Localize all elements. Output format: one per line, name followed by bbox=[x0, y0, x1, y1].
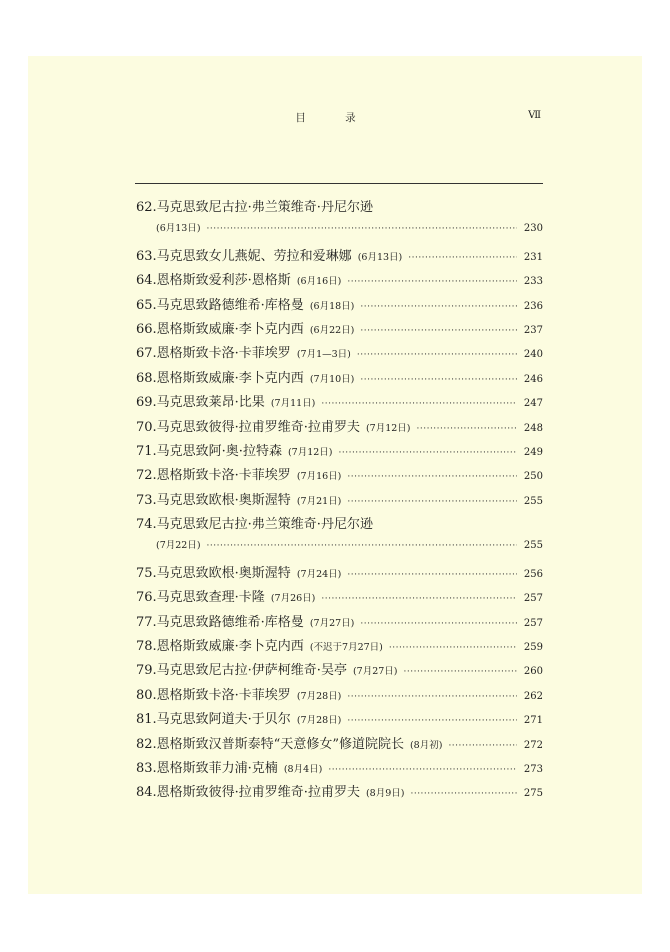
entry-page-number: 230 bbox=[523, 223, 543, 235]
toc-entry bbox=[136, 708, 543, 732]
entry-page-number: 257 bbox=[523, 617, 543, 629]
entry-page-number: 247 bbox=[523, 398, 543, 410]
entry-date: (6月22日) bbox=[309, 324, 355, 336]
dot-leader bbox=[448, 741, 517, 751]
toc-entry bbox=[136, 684, 543, 708]
entry-page-number: 250 bbox=[523, 471, 543, 483]
entry-page-number: 256 bbox=[523, 568, 543, 580]
dot-leader bbox=[347, 692, 517, 702]
toc-entry bbox=[136, 391, 543, 415]
dot-leader bbox=[360, 302, 517, 312]
toc-entry bbox=[136, 220, 543, 244]
dot-leader bbox=[360, 326, 517, 336]
entry-page-number: 246 bbox=[523, 373, 543, 385]
entry-date: (7月11日) bbox=[270, 398, 316, 410]
dot-leader bbox=[357, 350, 517, 360]
dot-leader bbox=[360, 619, 517, 629]
entry-date: (7月10日) bbox=[309, 373, 355, 385]
entry-title: 64.恩格斯致爱利莎·恩格斯 bbox=[136, 273, 291, 289]
dot-leader bbox=[347, 472, 517, 482]
toc-entry bbox=[136, 367, 543, 391]
entry-date: (6月13日) bbox=[357, 251, 403, 263]
entry-title: 70.马克思致彼得·拉甫罗维奇·拉甫罗夫 bbox=[136, 419, 360, 435]
toc-entry bbox=[136, 489, 543, 513]
entry-date: (7月24日) bbox=[296, 568, 342, 580]
entry-page-number: 275 bbox=[523, 788, 543, 800]
entry-title: 84.恩格斯致彼得·拉甫罗维奇·拉甫罗夫 bbox=[136, 785, 360, 801]
entry-title: 72.恩格斯致卡洛·卡菲埃罗 bbox=[136, 468, 291, 484]
entry-title: 74.马克思致尼古拉·弗兰策维奇·丹尼尔逊 bbox=[136, 517, 373, 533]
entry-page-number: 236 bbox=[523, 300, 543, 312]
entry-date: (8月初) bbox=[409, 739, 443, 751]
entry-page-number: 259 bbox=[523, 642, 543, 654]
entry-title: 66.恩格斯致威廉·李卜克内西 bbox=[136, 321, 304, 337]
entry-title: 67.恩格斯致卡洛·卡菲埃罗 bbox=[136, 346, 291, 362]
entry-page-number: 262 bbox=[523, 690, 543, 702]
toc-entry bbox=[136, 269, 543, 293]
entry-title: 81.马克思致阿道夫·于贝尔 bbox=[136, 712, 291, 728]
entry-page-number: 271 bbox=[523, 715, 543, 727]
entry-page-number: 255 bbox=[523, 495, 543, 507]
entry-title: 78.恩格斯致威廉·李卜克内西 bbox=[136, 639, 304, 655]
toc-entry bbox=[136, 513, 543, 537]
dot-leader bbox=[389, 643, 517, 653]
running-header bbox=[108, 110, 543, 128]
entry-page-number: 231 bbox=[523, 251, 543, 263]
entry-page-number: 257 bbox=[523, 593, 543, 605]
entry-title: 68.恩格斯致威廉·李卜克内西 bbox=[136, 370, 304, 386]
entry-date: (6月16日) bbox=[296, 276, 342, 288]
entry-title: 63.马克思致女儿燕妮、劳拉和爱琳娜 bbox=[136, 248, 352, 264]
entry-date: (6月18日) bbox=[309, 300, 355, 312]
toc-entry bbox=[136, 342, 543, 366]
entry-page-number: 260 bbox=[523, 666, 543, 678]
toc-entry bbox=[136, 659, 543, 683]
entry-page-number: 237 bbox=[523, 324, 543, 336]
entry-page-number: 255 bbox=[523, 540, 543, 552]
entry-date: (7月28日) bbox=[296, 690, 342, 702]
toc-entry bbox=[136, 781, 543, 805]
dot-leader bbox=[321, 399, 517, 409]
toc-entry bbox=[136, 635, 543, 659]
header-title: 目 录 bbox=[295, 112, 374, 124]
toc-entry bbox=[136, 537, 543, 561]
entry-page-number: 273 bbox=[523, 763, 543, 775]
entry-date: (7月27日) bbox=[309, 617, 355, 629]
toc-entry bbox=[136, 733, 543, 757]
dot-leader bbox=[347, 716, 517, 726]
dot-leader bbox=[360, 375, 517, 385]
page-folio: Ⅶ bbox=[528, 110, 541, 121]
dot-leader bbox=[408, 253, 517, 263]
dot-leader bbox=[347, 570, 517, 580]
header-rule bbox=[135, 183, 543, 184]
toc-entry bbox=[136, 757, 543, 781]
entry-date: (7月12日) bbox=[287, 446, 333, 458]
entry-page-number: 249 bbox=[523, 446, 543, 458]
entry-page-number: 272 bbox=[523, 739, 543, 751]
entry-title: 62.马克思致尼古拉·弗兰策维奇·丹尼尔逊 bbox=[136, 200, 373, 215]
entry-title: 75.马克思致欧根·奥斯渥特 bbox=[136, 565, 291, 581]
toc-entry bbox=[136, 611, 543, 635]
toc-entry bbox=[136, 586, 543, 610]
toc-entry bbox=[136, 464, 543, 488]
dot-leader bbox=[207, 224, 517, 234]
entry-date: (7月27日) bbox=[352, 666, 398, 678]
entry-title: 79.马克思致尼古拉·伊萨柯维奇·吴亭 bbox=[136, 663, 347, 679]
entry-page-number: 248 bbox=[523, 422, 543, 434]
entry-title: 69.马克思致莱昂·比果 bbox=[136, 395, 265, 411]
dot-leader bbox=[321, 594, 517, 604]
entry-title: 65.马克思致路德维希·库格曼 bbox=[136, 297, 304, 313]
entry-page-number: 233 bbox=[523, 276, 543, 288]
entry-date: (7月16日) bbox=[296, 471, 342, 483]
entry-page-number: 240 bbox=[523, 349, 543, 361]
entry-date: (6月13日) bbox=[156, 223, 201, 235]
toc-entry bbox=[136, 196, 543, 220]
entry-date: (7月1—3日) bbox=[296, 349, 351, 361]
table-of-contents bbox=[136, 196, 543, 806]
toc-entry bbox=[136, 440, 543, 464]
entry-date: (7月22日) bbox=[156, 540, 201, 552]
entry-date: (8月9日) bbox=[365, 788, 405, 800]
entry-date: (7月26日) bbox=[270, 593, 316, 605]
dot-leader bbox=[339, 448, 518, 458]
toc-entry bbox=[136, 562, 543, 586]
dot-leader bbox=[347, 277, 517, 287]
entry-title: 77.马克思致路德维希·库格曼 bbox=[136, 614, 304, 630]
dot-leader bbox=[328, 765, 517, 775]
entry-date: (7月12日) bbox=[365, 422, 411, 434]
dot-leader bbox=[347, 497, 517, 507]
toc-entry bbox=[136, 294, 543, 318]
dot-leader bbox=[404, 667, 518, 677]
entry-title: 80.恩格斯致卡洛·卡菲埃罗 bbox=[136, 687, 291, 703]
dot-leader bbox=[207, 541, 517, 551]
entry-date: (7月21日) bbox=[296, 495, 342, 507]
entry-date: (7月28日) bbox=[296, 715, 342, 727]
entry-date: (不迟于7月27日) bbox=[309, 642, 383, 654]
entry-title: 83.恩格斯致菲力浦·克楠 bbox=[136, 760, 278, 776]
toc-entry bbox=[136, 318, 543, 342]
dot-leader bbox=[410, 789, 517, 799]
entry-date: (8月4日) bbox=[283, 763, 323, 775]
toc-entry bbox=[136, 416, 543, 440]
toc-entry bbox=[136, 245, 543, 269]
entry-title: 73.马克思致欧根·奥斯渥特 bbox=[136, 492, 291, 508]
entry-title: 76.马克思致查理·卡隆 bbox=[136, 590, 265, 606]
entry-title: 82.恩格斯致汉普斯泰特“天意修女”修道院院长 bbox=[136, 736, 404, 752]
dot-leader bbox=[417, 424, 518, 434]
entry-title: 71.马克思致阿·奥·拉特森 bbox=[136, 443, 282, 459]
